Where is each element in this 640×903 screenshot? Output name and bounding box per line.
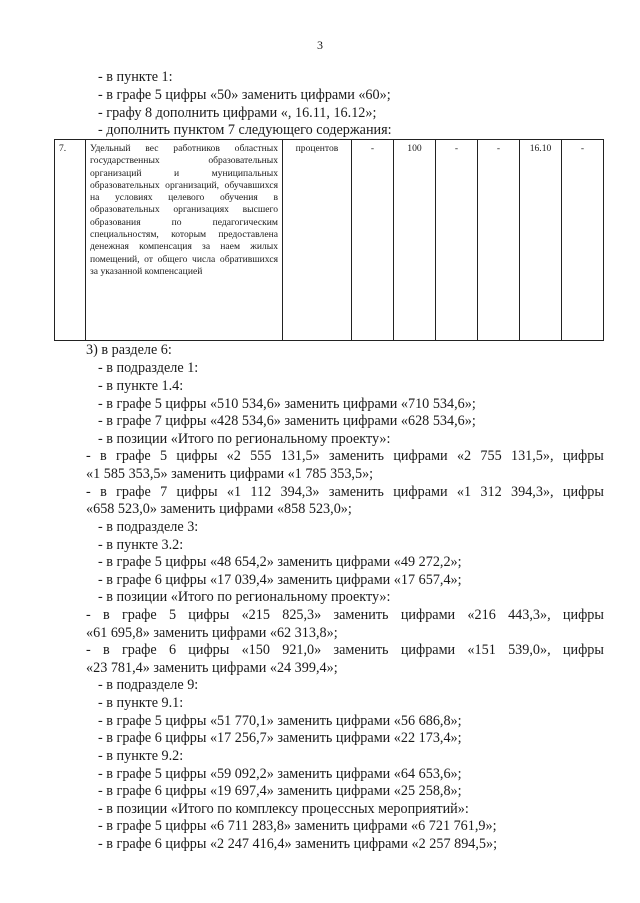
word: цифрами (400, 607, 456, 623)
section-heading: 3) в разделе 6: (86, 342, 172, 358)
list-item: - графу 8 дополнить цифрами «, 16.11, 16.12»; (98, 105, 377, 121)
word: цифры (176, 484, 218, 500)
list-item: - в подразделе 1: (98, 360, 199, 376)
list-item: - дополнить пунктом 7 следующего содержания: (98, 122, 392, 138)
word: «2 (456, 448, 472, 464)
list-item: - в графе 5 цифры «51 770,1» заменить цифрами «56 686,8»; (98, 713, 462, 729)
word: цифры (562, 484, 604, 500)
list-item: - в графе 6 цифры «2 247 416,4» заменить цифрами «2 257 894,5»; (98, 836, 498, 852)
word: графе (121, 607, 157, 623)
list-item: - в графе 5 цифры «59 092,2» заменить цифрами «64 653,6»; (98, 766, 462, 782)
word: 5 (159, 448, 168, 464)
list-item-justified (86, 606, 604, 624)
word: заменить (328, 484, 384, 500)
word: цифрами (393, 448, 448, 464)
list-item: - в графе 6 цифры «19 697,4» заменить цифрами «25 258,8»; (98, 783, 462, 799)
word: 312 (480, 484, 502, 500)
list-item: - в графе 5 цифры «50» заменить цифрами «60»; (98, 87, 391, 103)
amendment-table (54, 139, 604, 341)
word: 825,3» (282, 607, 322, 623)
list-item-continuation: «658 523,0» заменить цифрами «858 523,0»; (86, 501, 352, 517)
word: цифрами (393, 484, 448, 500)
list-item-justified (86, 641, 604, 659)
word: - (86, 448, 91, 464)
word: цифры (188, 607, 230, 623)
word: цифры (562, 607, 604, 623)
list-item-continuation: «61 695,8» заменить цифрами «62 313,8»; (86, 625, 338, 641)
word: заменить (333, 607, 389, 623)
table-cell-col5: 100 (394, 140, 436, 341)
list-item: - в позиции «Итого по региональному проекту»: (98, 589, 391, 605)
word: 755 (480, 448, 502, 464)
word: 7 (160, 484, 168, 500)
page-number: 3 (317, 38, 323, 52)
word: цифрами (400, 642, 456, 658)
word: графе (116, 448, 151, 464)
word: «151 (467, 642, 496, 658)
list-item: - в позиции «Итого по региональному проекту»: (98, 431, 391, 447)
list-item: - в пункте 1: (98, 69, 173, 85)
word: - (86, 642, 91, 658)
word: 555 (250, 448, 272, 464)
list-item: - в графе 6 цифры «17 256,7» заменить цифрами «22 173,4»; (98, 730, 462, 746)
list-item: - в пункте 3.2: (98, 537, 184, 553)
word: «1 (456, 484, 472, 500)
table-cell-col7: - (478, 140, 520, 341)
word: цифры (188, 642, 230, 658)
list-item: - в графе 5 цифры «6 711 283,8» заменить цифрами «6 721 761,9»; (98, 818, 497, 834)
list-item: - в графе 5 цифры «510 534,6» заменить цифрами «710 534,6»; (98, 396, 476, 412)
word: «216 (467, 607, 496, 623)
word: заменить (333, 642, 389, 658)
word: 394,3» (280, 484, 320, 500)
word: графе (121, 642, 157, 658)
word: 539,0», (508, 642, 551, 658)
list-item: - в графе 5 цифры «48 654,2» заменить цифрами «49 272,2»; (98, 554, 462, 570)
word: «1 (226, 484, 242, 500)
list-item: - в пункте 9.1: (98, 695, 184, 711)
word: заменить (328, 448, 385, 464)
word: 112 (250, 484, 272, 500)
list-item-justified (86, 447, 604, 465)
word: в (103, 607, 110, 623)
list-item: - в графе 7 цифры «428 534,6» заменить цифрами «628 534,6»; (98, 413, 476, 429)
word: «2 (226, 448, 241, 464)
list-item: - в подразделе 9: (98, 677, 199, 693)
word: в (100, 448, 107, 464)
list-item-continuation: «1 585 353,5» заменить цифрами «1 785 353,5»; (86, 466, 374, 482)
word: 921,0» (282, 642, 322, 658)
table-cell-col4: - (352, 140, 394, 341)
word: цифры (562, 448, 604, 464)
table-cell-col6: - (436, 140, 478, 341)
table-cell-indicator-name: Удельный вес работников областных государственных образовательных организаций и муниципальных образовательных организаций, обучавшихся на условиях целевого обучения в образовательных организациях высшего образования по педагогическим специальностям, которым предоставлена денежная компенсация за наем жилых помещений, от общего числа обратившихся за указанной компенсацией (86, 140, 283, 341)
word: «150 (241, 642, 270, 658)
list-item: - в графе 6 цифры «17 039,4» заменить цифрами «17 657,4»; (98, 572, 462, 588)
table-cell-number: 7. (55, 140, 86, 341)
word: - (86, 484, 91, 500)
word: 131,5» (280, 448, 320, 464)
word: в (103, 642, 110, 658)
word: 394,3», (511, 484, 554, 500)
word: 5 (168, 607, 177, 623)
word: - (86, 607, 91, 623)
list-item: - в подразделе 3: (98, 519, 199, 535)
list-item-justified (86, 483, 604, 501)
table-cell-col9: - (562, 140, 604, 341)
list-item: - в позиции «Итого по комплексу процессных мероприятий»: (98, 801, 469, 817)
list-item-continuation: «23 781,4» заменить цифрами «24 399,4»; (86, 660, 338, 676)
word: цифры (176, 448, 218, 464)
table-row (55, 140, 604, 341)
table-cell-col8: 16.10 (520, 140, 562, 341)
word: «215 (241, 607, 270, 623)
word: в (100, 484, 107, 500)
word: 131,5», (510, 448, 554, 464)
list-item: - в пункте 1.4: (98, 378, 184, 394)
list-item: - в пункте 9.2: (98, 748, 184, 764)
word: цифры (562, 642, 604, 658)
word: графе (116, 484, 151, 500)
word: 443,3», (508, 607, 551, 623)
table-cell-unit: процентов (283, 140, 352, 341)
word: 6 (168, 642, 177, 658)
